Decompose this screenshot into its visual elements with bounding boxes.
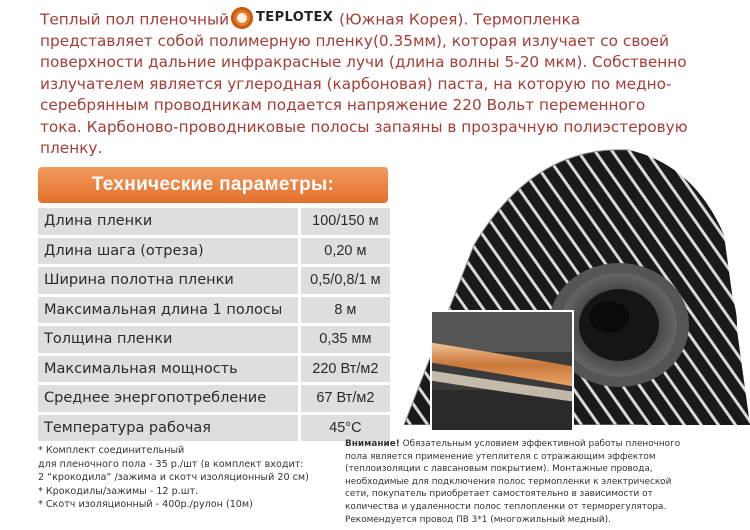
intro-line: серебрянным проводникам подается напряжение 220 Вольт переменного	[40, 96, 646, 115]
teplotex-logo-icon	[231, 7, 253, 29]
param-label: Ширина полотна пленки	[38, 267, 298, 294]
warning-line-1	[345, 438, 745, 451]
param-value: 0,20 м	[298, 238, 390, 265]
param-label: Максимальная длина 1 полосы	[38, 297, 298, 324]
intro-line: тока. Карбоново-проводниковые полосы запаяны в прозрачную полиэстеровую	[40, 117, 688, 136]
param-value: 220 Вт/м2	[298, 356, 390, 383]
params-row	[38, 415, 390, 442]
param-label: Среднее энергопотребление	[38, 385, 298, 412]
intro-line: поверхности дальние инфракрасные лучи (длина волны 5-20 мкм). Собственно	[40, 53, 687, 72]
note-line: 2 “крокодила” /зажима и скотч изоляционный 20 см)	[38, 472, 309, 484]
params-row	[38, 385, 390, 412]
warning-line: (теплоизоляции с лавсановым покрытием). Монтажные провода,	[345, 464, 653, 475]
intro-line-1	[40, 9, 740, 31]
warning-line: количества и удаленности полос теплопленки от терморегулятора.	[345, 501, 667, 512]
teplotex-logo-text: TEPLOTEX	[256, 10, 334, 26]
note-line: * Комплект соединительный	[38, 445, 185, 456]
param-label: Длина пленки	[38, 208, 298, 235]
note-line: * Крокодилы/зажимы - 12 р.шт.	[38, 485, 199, 497]
notes	[38, 444, 338, 512]
param-label: Максимальная мощность	[38, 356, 298, 383]
param-value: 0,5/0,8/1 м	[298, 267, 390, 294]
intro-line-1-start: Теплый пол пленочный	[40, 10, 230, 29]
param-value: 0,35 мм	[298, 326, 390, 353]
note-line: * Скотч изоляционный - 400р./рулон (10м)	[38, 499, 253, 511]
warning-line: необходимые для подключения полос термопленки к электрической	[345, 476, 672, 487]
warning-line: пола является применение утеплителя с отражающим эффектом	[345, 451, 656, 462]
param-value: 100/150 м	[298, 208, 390, 235]
warning-line: сети, покупатель приобретает самостоятельно в зависимости от	[345, 489, 653, 500]
intro-line: излучателем является углеродная (карбоновая) паста, на которую по медно-	[40, 74, 672, 93]
intro-line: пленку.	[40, 139, 103, 158]
params-title: Технические параметры:	[38, 167, 388, 203]
warning-title: Внимание!	[345, 439, 400, 449]
teplotex-logo	[231, 7, 333, 29]
params-row	[38, 356, 390, 383]
warning-first: Обязательным условием эффективной работы пленочного	[402, 439, 681, 449]
param-value: 8 м	[298, 297, 390, 324]
note-line: для пленочного пола - 35 р./шт (в комплект входит:	[38, 458, 304, 470]
intro-line-1-end: (Южная Корея). Термопленка	[339, 10, 581, 29]
params-table	[38, 205, 390, 444]
param-label: Температура рабочая	[38, 415, 298, 442]
param-label: Длина шага (отреза)	[38, 238, 298, 265]
param-label: Толщина пленки	[38, 326, 298, 353]
intro-line: представляет собой полимерную пленку(0.35мм), которая излучает со своей	[40, 32, 670, 50]
params-row	[38, 267, 390, 294]
params-row	[38, 238, 390, 265]
param-value: 67 Вт/м2	[298, 385, 390, 412]
param-value: 45°C	[298, 415, 390, 442]
warning-note	[345, 438, 745, 526]
params-row	[38, 326, 390, 353]
warning-line: Рекомендуется провод ПВ 3*1 (многожильный медный).	[345, 514, 611, 525]
params-row	[38, 297, 390, 324]
params-row	[38, 208, 390, 235]
copper-strip-closeup	[430, 310, 574, 432]
